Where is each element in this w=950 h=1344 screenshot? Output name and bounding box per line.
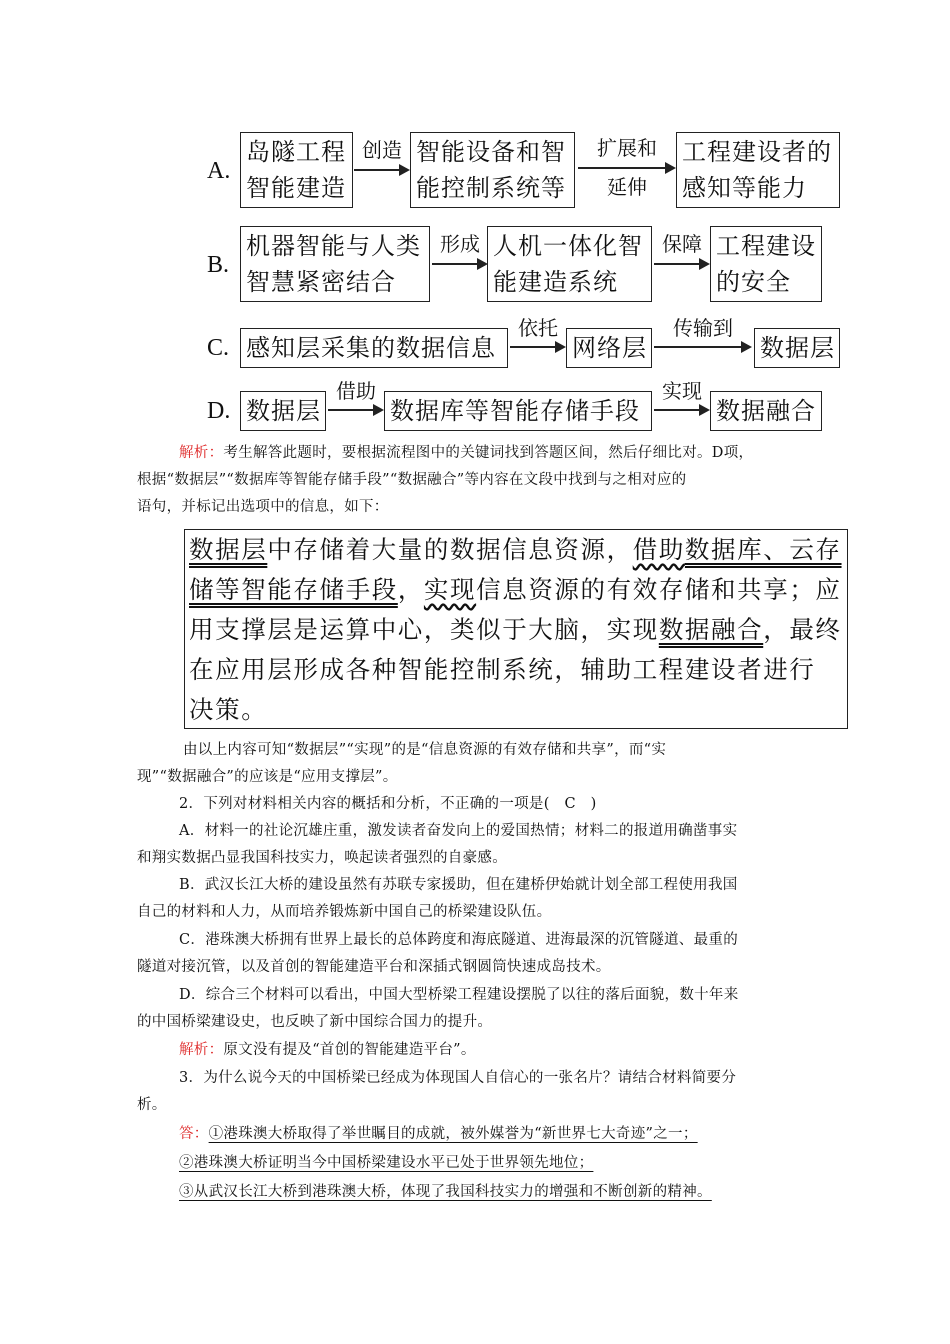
conclusion-line-1: 由以上内容可知“数据层”“实现”的是“信息资源的有效存储和共享”，而“实 [183, 742, 667, 758]
option-c-arrow-2 [654, 318, 752, 358]
node-line: 数据层 [246, 397, 321, 425]
q3-answer-text: ①港珠澳大桥取得了举世瞩目的成就，被外媒誉为“新世界七大奇迹”之一； [208, 1126, 698, 1142]
excerpt-line: 数据层中存储着大量的数据信息资源，借助数据库、云存 [189, 535, 842, 564]
q3-answer-text: ③从武汉长江大桥到港珠澳大桥，体现了我国科技实力的增强和不断创新的精神。 [179, 1184, 712, 1200]
arrow-label: 保障 [662, 232, 702, 256]
analysis-text: 考生解答此题时，要根据流程图中的关键词找到答题区间，然后仔细比对。D项， [223, 445, 754, 461]
option-a-letter: A. [207, 158, 231, 184]
marked-data-fusion: 数据融合 [658, 615, 764, 644]
node-line: 智能建造 [246, 174, 346, 202]
node-line: 数据层 [760, 334, 835, 362]
option-b-node-1 [240, 226, 430, 302]
arrow-label: 借助 [336, 379, 376, 403]
q3-answer-1 [179, 1121, 819, 1148]
q3-answer-text: ②港珠澳大桥证明当今中国桥梁建设水平已处于世界领先地位； [179, 1155, 594, 1171]
q2-analysis-label: 解析： [179, 1042, 224, 1058]
q2-option-a-1: A．材料一的社论沉雄庄重，激发读者奋发向上的爱国热情；材料二的报道用确凿事实 [179, 823, 738, 839]
node-line: 岛隧工程 [246, 138, 346, 166]
q2-option-b-1: B．武汉长江大桥的建设虽然有苏联专家援助，但在建桥伊始就计划全部工程使用我国 [179, 877, 738, 893]
arrow-label: 延伸 [607, 175, 647, 199]
q3-answer-3 [179, 1179, 819, 1206]
node-line: 智能设备和智 [416, 138, 566, 166]
marked-data-layer: 数据层 [189, 535, 268, 564]
option-b-node-2 [487, 226, 652, 302]
node-line: 能建造系统 [493, 268, 618, 296]
analysis-line-3: 语句，并标记出选项中的信息，如下： [137, 499, 389, 515]
option-b-node-3 [710, 226, 822, 302]
q3-answer-label: 答： [179, 1126, 209, 1142]
option-a-arrow-1 [354, 138, 410, 188]
arrow-label: 创造 [362, 138, 402, 162]
arrow-label: 扩展和 [597, 136, 657, 160]
excerpt-line: 储等智能存储手段，实现信息资源的有效存储和共享；应 [189, 575, 842, 604]
conclusion-line-2: 现”“数据融合”的应该是“应用支撑层”。 [137, 769, 398, 785]
source-excerpt-box [184, 529, 848, 729]
arrow-label: 传输到 [673, 316, 733, 340]
option-d-node-1 [240, 391, 326, 431]
q3-stem-2: 析。 [137, 1097, 167, 1113]
node-line: 工程建设 [716, 232, 816, 260]
option-a-arrow-2 [578, 134, 676, 200]
q2-option-a-2: 和翔实数据凸显我国科技实力，唤起读者强烈的自豪感。 [137, 850, 507, 866]
q2-option-c-1: C．港珠澳大桥拥有世界上最长的总体跨度和海底隧道、进海最深的沉管隧道、最重的 [179, 932, 738, 948]
option-b-arrow-2 [654, 232, 710, 282]
q2-option-c-2: 隧道对接沉管，以及首创的智能建造平台和深插式钢圆筒快速成岛技术。 [137, 959, 611, 975]
node-line: 能控制系统等 [416, 174, 566, 202]
option-d-arrow-2 [654, 381, 710, 421]
node-line: 智慧紧密结合 [246, 268, 396, 296]
arrow-label: 依托 [518, 316, 558, 340]
analysis-line-1 [137, 440, 817, 467]
arrow-label: 形成 [440, 232, 480, 256]
option-b-arrow-1 [432, 232, 488, 282]
option-a-node-1 [240, 132, 353, 208]
excerpt-line: 决策。 [189, 695, 268, 724]
arrow-label: 实现 [662, 379, 702, 403]
q2-stem: 2．下列对材料相关内容的概括和分析，不正确的一项是( C ) [179, 796, 597, 812]
marked-shixian: 实现 [423, 575, 477, 604]
marked-storage-means-cont: 储等智能存储手段 [189, 575, 398, 604]
option-a-node-3 [676, 132, 840, 208]
excerpt-line: 用支撑层是运算中心，类似于大脑，实现数据融合，最终 [189, 615, 842, 644]
analysis-line-2: 根据“数据层”“数据库等智能存储手段”“数据融合”等内容在文段中找到与之相对应的 [137, 472, 687, 488]
q2-option-b-2: 自己的材料和人力，从而培养锻炼新中国自己的桥梁建设队伍。 [137, 904, 552, 920]
node-line: 网络层 [572, 334, 647, 362]
option-b-letter: B. [207, 252, 230, 278]
node-line: 感知层采集的数据信息 [246, 334, 496, 362]
node-line: 数据库等智能存储手段 [390, 397, 640, 425]
q2-analysis [179, 1037, 819, 1064]
q2-analysis-text: 原文没有提及“首创的智能建造平台”。 [223, 1042, 476, 1058]
marked-jiezhu: 借助 [632, 535, 685, 564]
q2-option-d-2: 的中国桥梁建设史，也反映了新中国综合国力的提升。 [137, 1014, 493, 1030]
option-c-arrow-1 [510, 318, 566, 358]
q2-option-d-1: D．综合三个材料可以看出，中国大型桥梁工程建设摆脱了以往的落后面貌，数十年来 [179, 987, 739, 1003]
marked-storage-means: 数据库、云存 [684, 535, 842, 564]
q3-stem-1: 3．为什么说今天的中国桥梁已经成为体现国人自信心的一张名片？请结合材料简要分 [179, 1070, 737, 1086]
node-line: 的安全 [716, 268, 791, 296]
option-c-node-3 [754, 328, 840, 368]
node-line: 工程建设者的 [682, 138, 832, 166]
option-d-letter: D. [207, 398, 231, 424]
node-line: 机器智能与人类 [246, 232, 421, 260]
option-d-node-2 [384, 391, 652, 431]
node-line: 感知等能力 [682, 174, 807, 202]
node-line: 数据融合 [716, 397, 816, 425]
option-c-node-2 [566, 328, 652, 368]
option-a-node-2 [410, 132, 575, 208]
excerpt-line: 在应用层形成各种智能控制系统，辅助工程建设者进行 [189, 655, 816, 684]
option-c-node-1 [240, 328, 508, 368]
node-line: 人机一体化智 [493, 232, 643, 260]
option-c-letter: C. [207, 335, 230, 361]
q3-answer-2 [179, 1150, 819, 1177]
option-d-node-3 [710, 391, 822, 431]
option-d-arrow-1 [328, 381, 384, 421]
analysis-label: 解析： [179, 445, 224, 461]
